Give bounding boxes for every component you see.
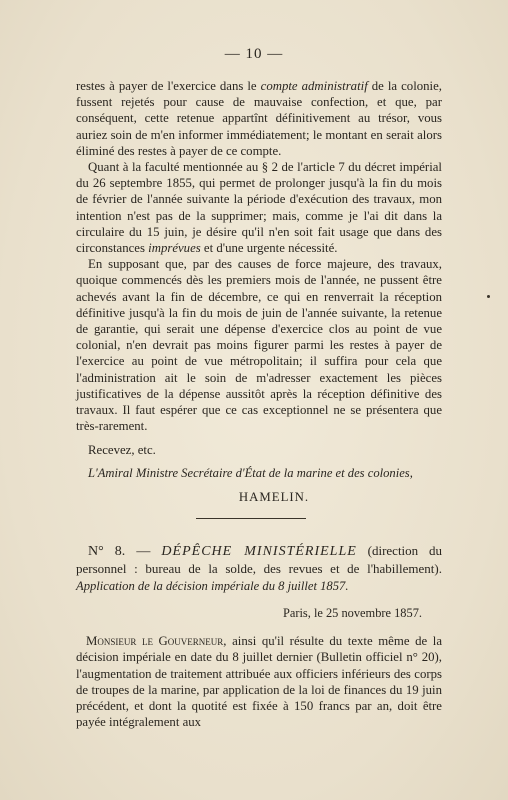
closing-formula: Recevez, etc. xyxy=(88,443,156,458)
paragraph-1-part-a: restes à payer de l'exercice dans le xyxy=(76,79,261,93)
document-heading xyxy=(76,542,442,595)
paragraph-1-emphasis: compte administratif xyxy=(260,79,368,93)
paragraph-1-part-b: de la colonie, fussent rejetés pour cause de mauvaise confection, et que, par conséquent, cette retenue appartînt définitivement au trésor, vous auriez soin de m'en informer immédiatement; le montant en serait alors éliminé des restes à payer de ce compte. xyxy=(76,79,442,158)
salutation: Monsieur le Gouverneur, xyxy=(86,634,227,649)
document-body-text: ainsi qu'il résulte du texte même de la décision impériale en date du 8 juillet dernier (Bulletin officiel n° 20), l'augmentation de traitement attribuée aux officiers inférieurs des corps de troupes de la marine, par application de la loi de finances du 19 juin précédent, et dont la quotité est fixée à 150 francs par an, doit être payée intégralement aux xyxy=(76,634,442,730)
document-dash: — xyxy=(125,544,162,559)
signer-title: L'Amiral Ministre Secrétaire d'État de la marine et des colonies, xyxy=(88,465,413,480)
paragraph-1 xyxy=(76,78,442,159)
section-divider xyxy=(196,518,306,519)
paragraph-3: En supposant que, par des causes de force majeure, des travaux, quoique commencés dès les premiers mois de l'année, ne pussent être achevés avant la fin de décembre, ce qui en renverrait la réception définitive jusqu'à la fin du mois de juin de l'année suivante, la retenue de garantie, qui serait une dépense d'exercice clos au point de vue colonial, n'en devrait pas moins figurer parmi les restes à payer de l'exercice au point de vue métropolitain; il suffira pour cela que l'administration ait le soin de m'adresser exactement les pièces justificatives de la dépense aussitôt après la réception définitive des travaux. Il faut espérer que ce cas exceptionnel ne se présentera que très-rarement. xyxy=(76,257,442,434)
paragraph-2-part-a: Quant à la faculté mentionnée au § 2 de l'article 7 du décret impérial du 26 septembre 1855, qui permet de prolonger jusqu'à la fin du mois de février de l'année suivante la période d'exécution des travaux, mon intention n'est pas de la supprimer; mais, comme je l'ai dit dans la circulaire du 15 juin, je désire qu'il n'en soit fait usage que dans des circonstances xyxy=(76,160,442,256)
continuation-text xyxy=(76,78,442,505)
page-number: — 10 — xyxy=(224,46,284,62)
document-title-rest: (direction du personnel : bureau de la solde, des revues et de l'habillement). xyxy=(76,543,442,576)
paragraph-2 xyxy=(76,159,442,256)
signature: HAMELIN. xyxy=(238,489,310,504)
document-number: N° 8. xyxy=(88,544,126,559)
document-title: DÉPÊCHE MINISTÉRIELLE xyxy=(161,544,357,559)
dateline: Paris, le 25 novembre 1857. xyxy=(282,606,422,620)
ink-speck xyxy=(487,295,490,298)
paragraph-2-emphasis: imprévues xyxy=(148,241,201,256)
document-body xyxy=(76,633,442,730)
document-section xyxy=(76,542,442,730)
paragraph-2-part-b: et d'une urgente nécessité. xyxy=(200,241,338,256)
document-application: Application de la décision impériale du 8 juillet 1857. xyxy=(76,579,349,593)
